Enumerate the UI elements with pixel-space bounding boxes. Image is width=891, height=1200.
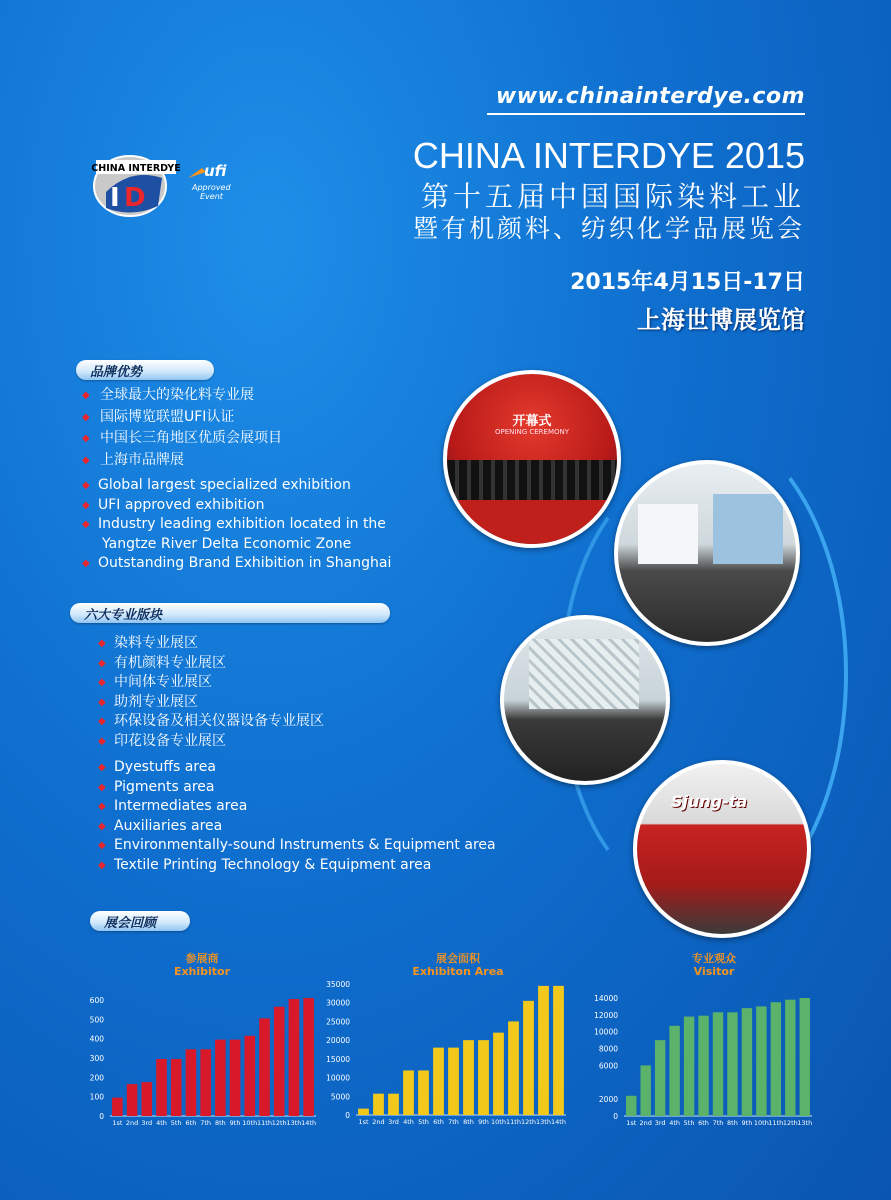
x-tick-label: 1st (358, 1118, 369, 1126)
x-tick-label: 13th (536, 1118, 551, 1126)
photo-sign-subtext: OPENING CEREMONY (495, 428, 569, 436)
bar (141, 1082, 152, 1116)
list-item: ◆ 染料专业展区 (98, 634, 324, 654)
list-item: ◆ Industry leading exhibition located in the (82, 515, 391, 535)
bar (112, 1098, 123, 1116)
photo-opening-ceremony (443, 370, 621, 548)
photo-exhibition-entrance (500, 615, 670, 785)
chart-title-area: Exhibiton Area (412, 965, 504, 978)
bar (259, 1018, 270, 1116)
list-item: ◆ 有机颜料专业展区 (98, 654, 324, 674)
url-underline (487, 113, 805, 115)
brand-advantages-en-list (82, 476, 391, 574)
bar (493, 1033, 504, 1115)
y-tick-label: 20000 (326, 1036, 350, 1046)
x-tick-label: 4th (669, 1119, 681, 1127)
x-tick-label: 11th (257, 1119, 272, 1127)
photo-sign-text: 开幕式 (512, 414, 552, 429)
y-tick-label: 200 (89, 1073, 104, 1083)
x-tick-label: 2nd (125, 1119, 139, 1127)
x-tick-label: 13th (797, 1119, 813, 1127)
y-tick-label: 100 (89, 1092, 104, 1102)
chart-exhibitor (80, 988, 320, 1133)
chart-exhibition-area (322, 972, 572, 1133)
y-tick-label: 6000 (598, 1061, 618, 1071)
diamond-bullet-icon: ◆ (82, 558, 90, 570)
x-tick-label: 11th (506, 1118, 521, 1126)
x-tick-label: 6th (698, 1119, 709, 1127)
chart-title-exhibitor: Exhibitor (173, 965, 231, 978)
bar (478, 1040, 489, 1115)
bar (433, 1048, 444, 1115)
list-item: ◆ 国际博览联盟UFI认证 (82, 408, 282, 428)
section-tab-brand-advantages (76, 360, 214, 380)
x-tick-label: 12th (782, 1119, 798, 1127)
section-tab-label: 六大专业版块 (84, 608, 163, 623)
bar (523, 1001, 534, 1115)
x-tick-label: 10th (753, 1119, 769, 1127)
chart-title-cn-area: 展会面积 (436, 952, 480, 965)
diamond-bullet-icon: ◆ (98, 638, 106, 649)
svg-text:I: I (110, 183, 120, 213)
x-tick-label: 8th (463, 1118, 474, 1126)
list-item: ◆ Outstanding Brand Exhibition in Shanghai (82, 554, 391, 574)
y-tick-label: 14000 (594, 994, 618, 1003)
section-tab-label: 展会回顾 (104, 916, 157, 931)
x-tick-label: 7th (712, 1119, 724, 1127)
logo-text: CHINA INTERDYE (92, 163, 181, 174)
chart-visitor (588, 988, 818, 1133)
diamond-bullet-icon: ◆ (98, 657, 106, 669)
bar (448, 1048, 459, 1115)
bar (713, 1012, 723, 1116)
bar (463, 1040, 474, 1115)
diamond-bullet-icon: ◆ (82, 390, 90, 401)
list-item: ◆ Environmentally-sound Instruments & Equipment area (98, 836, 496, 856)
bar (388, 1094, 399, 1115)
x-tick-label: 8th (214, 1119, 226, 1127)
six-areas-en-list (98, 758, 496, 876)
list-item: ◆ UFI approved exhibition (82, 496, 391, 516)
diamond-bullet-icon: ◆ (98, 840, 106, 852)
y-tick-label: 10000 (594, 1027, 618, 1037)
bar (771, 1002, 781, 1116)
event-title-en: CHINA INTERDYE 2015 (412, 135, 805, 176)
diamond-bullet-icon: ◆ (98, 677, 106, 689)
event-venue: 上海世博展览馆 (637, 306, 805, 334)
china-interdye-logo (92, 148, 242, 228)
diamond-bullet-icon: ◆ (82, 454, 90, 466)
bar (508, 1021, 519, 1115)
bar (373, 1094, 384, 1115)
website-url[interactable]: www.chinainterdye.com (495, 84, 805, 109)
bar (742, 1008, 752, 1116)
y-tick-label: 500 (89, 1015, 104, 1025)
y-tick-label: 10000 (326, 1073, 350, 1083)
diamond-bullet-icon: ◆ (82, 519, 90, 531)
bar (418, 1070, 429, 1115)
x-tick-label: 9th (478, 1118, 489, 1126)
y-tick-label: 400 (89, 1034, 104, 1044)
x-tick-label: 7th (200, 1119, 212, 1127)
bar (171, 1059, 182, 1116)
list-item: ◆ 印花设备专业展区 (98, 732, 324, 752)
bar (200, 1049, 211, 1116)
bar (274, 1007, 285, 1116)
photo-exhibitor-booth (633, 760, 811, 938)
x-tick-label: 1st (626, 1119, 637, 1127)
y-tick-label: 5000 (330, 1092, 350, 1102)
y-tick-label: 8000 (598, 1044, 618, 1054)
x-tick-label: 3rd (654, 1119, 666, 1127)
bar (127, 1084, 138, 1116)
ufi-logo-text: ufi (204, 162, 227, 180)
bar (800, 998, 810, 1116)
bar (289, 999, 300, 1116)
svg-text:Approved: Approved (192, 183, 231, 192)
diamond-bullet-icon: ◆ (82, 480, 90, 491)
bar (215, 1040, 226, 1116)
diamond-bullet-icon: ◆ (98, 820, 106, 832)
six-areas-cn-list (98, 634, 324, 752)
x-tick-label: 14th (301, 1119, 317, 1127)
bar (186, 1049, 197, 1116)
diamond-bullet-icon: ◆ (98, 762, 106, 773)
x-tick-label: 2nd (372, 1118, 385, 1126)
list-item: ◆ 中国长三角地区优质会展项目 (82, 429, 282, 449)
x-tick-label: 7th (448, 1118, 459, 1126)
event-date: 2015年4月15日-17日 (570, 270, 805, 295)
y-tick-label: 600 (89, 996, 104, 1005)
event-title-cn-line1: 第十五届中国国际染料工业 (420, 180, 805, 213)
y-tick-label: 0 (99, 1112, 104, 1121)
svg-text:D: D (124, 183, 146, 213)
list-item: ◆ 环保设备及相关仪器设备专业展区 (98, 712, 324, 732)
diamond-bullet-icon: ◆ (98, 801, 106, 813)
diamond-bullet-icon: ◆ (98, 696, 106, 708)
svg-text:Event: Event (200, 192, 223, 201)
x-tick-label: 5th (683, 1119, 695, 1127)
chart-title-visitor: Visitor (693, 965, 735, 978)
y-tick-label: 300 (89, 1054, 104, 1063)
diamond-bullet-icon: ◆ (98, 859, 106, 871)
list-item-continuation: Yangtze River Delta Economic Zone (102, 535, 352, 552)
bar (156, 1059, 167, 1116)
list-item: ◆ Textile Printing Technology & Equipment area (98, 856, 496, 876)
x-tick-label: 6th (185, 1119, 197, 1127)
y-tick-label: 25000 (326, 1017, 350, 1027)
y-tick-label: 2000 (598, 1095, 618, 1105)
diamond-bullet-icon: ◆ (82, 433, 90, 445)
x-tick-label: 14th (551, 1118, 566, 1126)
y-tick-label: 15000 (326, 1054, 350, 1064)
list-item: ◆ 上海市品牌展 (82, 451, 282, 471)
list-item: ◆ 全球最大的染化料专业展 (82, 386, 282, 406)
x-tick-label: 5th (418, 1118, 429, 1126)
bar (538, 986, 549, 1115)
y-tick-label: 0 (613, 1112, 618, 1121)
list-item: ◆ Global largest specialized exhibition (82, 476, 391, 496)
x-tick-label: 9th (229, 1119, 241, 1127)
x-tick-label: 8th (727, 1119, 738, 1127)
list-item: ◆ Intermediates area (98, 797, 496, 817)
x-tick-label: 12th (271, 1119, 287, 1127)
section-tab-review (90, 911, 190, 931)
diamond-bullet-icon: ◆ (98, 781, 106, 793)
x-tick-label: 3rd (388, 1118, 399, 1126)
bar (626, 1096, 636, 1116)
y-tick-label: 35000 (326, 980, 350, 989)
chart-title-cn-visitor: 专业观众 (692, 952, 736, 965)
x-tick-label: 4th (403, 1118, 414, 1126)
y-tick-label: 30000 (326, 998, 350, 1008)
list-item: ◆ Auxiliaries area (98, 817, 496, 837)
bar (403, 1070, 414, 1115)
diamond-bullet-icon: ◆ (82, 499, 90, 511)
diamond-bullet-icon: ◆ (98, 735, 106, 747)
bar (655, 1040, 665, 1116)
bar (698, 1016, 708, 1116)
bar (553, 986, 564, 1115)
y-tick-label: 0 (345, 1111, 350, 1120)
bar (230, 1040, 241, 1116)
bar (684, 1017, 694, 1116)
brand-advantages-cn-list (82, 386, 282, 470)
bar (244, 1036, 255, 1116)
x-tick-label: 6th (433, 1118, 444, 1126)
photo-exhibition-hall-crowd (614, 460, 800, 646)
x-tick-label: 5th (170, 1119, 182, 1127)
x-tick-label: 12th (521, 1118, 536, 1126)
booth-sign-text: Sjung-ta (671, 792, 748, 811)
list-item: ◆ Dyestuffs area (98, 758, 496, 778)
x-tick-label: 11th (768, 1119, 784, 1127)
bar (669, 1026, 679, 1116)
x-tick-label: 13th (286, 1119, 302, 1127)
x-tick-label: 10th (491, 1118, 506, 1126)
section-tab-six-areas (70, 603, 390, 623)
diamond-bullet-icon: ◆ (98, 716, 106, 728)
section-tab-label: 品牌优势 (90, 365, 143, 380)
list-item: ◆ 助剂专业展区 (98, 693, 324, 713)
bar (358, 1109, 369, 1115)
bar (756, 1006, 766, 1116)
x-tick-label: 3rd (141, 1119, 153, 1127)
x-tick-label: 9th (741, 1119, 753, 1127)
list-item: ◆ Pigments area (98, 778, 496, 798)
x-tick-label: 10th (242, 1119, 258, 1127)
bar (785, 1000, 795, 1116)
y-tick-label: 12000 (594, 1010, 618, 1020)
chart-title-cn-exhibitor: 参展商 (185, 952, 219, 965)
diamond-bullet-icon: ◆ (82, 411, 90, 423)
event-title-cn-line2: 暨有机颜料、纺织化学品展览会 (412, 214, 805, 243)
x-tick-label: 4th (156, 1119, 167, 1127)
x-tick-label: 1st (112, 1119, 123, 1127)
list-item: ◆ 中间体专业展区 (98, 673, 324, 693)
bar (727, 1012, 737, 1116)
x-tick-label: 2nd (639, 1119, 652, 1127)
bar (303, 998, 314, 1116)
bar (640, 1065, 650, 1116)
